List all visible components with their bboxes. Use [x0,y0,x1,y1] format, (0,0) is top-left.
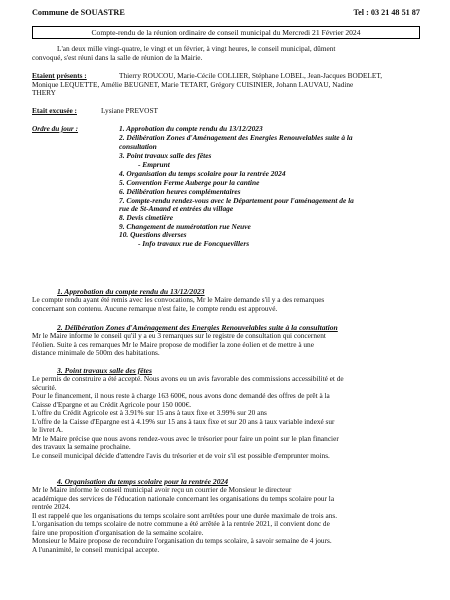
section-text: Il est rappelé que les organisations du temps scolaire sont arrêtées pour une durée maximale de trois ans. [32,510,338,520]
agenda-label: Ordre du jour : [32,124,79,133]
agenda-item: 2. Délibération Zones d'Aménagement des Energies Renouvelables suite à la [119,133,353,142]
commune-name: Commune de SOUASTRE [32,8,125,17]
section-text: faire une proposition d'organisation de la semaine scolaire. [32,527,204,537]
excused-label: Etait excusée : [32,106,77,115]
presents-line: Monique LEQUETTE, Amélie BEUGNET, Marie TETART, Grégory CUISINIER, Johann LAUVAU, Nadine [32,79,354,89]
agenda-item: 8. Devis cimetière [119,213,173,222]
presents-label: Etaient présents : [32,71,87,80]
section-text: Mr le Maire précise que nous avons rendez-vous avec le trésorier pour faire un point sur le plan financier [32,433,339,443]
section-text: Pour le financement, il nous reste à charge 163 600€, nous avons donc demandé des offres de prêt à la [32,391,330,400]
section-text: Le compte rendu ayant été remis avec les convocations, Mr le Maire demande s'il y a des remarques [32,295,325,304]
section-text: le livret A. [32,425,64,434]
section-text: académique des services de l'éducation nationale concernant les organisations du temps scolaire pour la [32,493,335,503]
section-text: Monsieur le Maire propose de reconduire l'organisation du temps scolaire, à savoir semaine de 4 jours. [32,536,332,545]
section-text: Mr le Maire informe le conseil municipal avoir reçu un courrier de Monsieur le directeur [32,485,292,494]
section-text: A l'unanimité, le conseil municipal accepte. [32,544,160,554]
section-title: 3. Point travaux salle des fêtes [57,366,152,375]
section-text: l'éolien. Suite à ces remarques Mr le Maire propose de modifier la zone éolien et de mettre à une [32,339,314,349]
phone-number: Tel : 03 21 48 51 87 [353,8,420,17]
page-header [32,8,420,20]
agenda-item: 10. Questions diverses [119,230,187,239]
agenda-item: 5. Convention Ferme Auberge pour la cantine [119,178,260,187]
agenda-item: 4. Organisation du temps scolaire pour la rentrée 2024 [119,169,286,178]
agenda-item: 1. Approbation du compte rendu du 13/12/2023 [119,124,263,133]
document-title: Compte-rendu de la réunion ordinaire de conseil municipal du Mercredi 21 Février 2024 [32,26,420,39]
section-title: 2. Délibération Zones d'Aménagement des Energies Renouvelables suite à la consultation [57,323,338,332]
section-text: distance minimale de 500m des habitations. [32,348,160,357]
agenda-subitem: - Emprunt [138,159,170,169]
section-text: des travaux la semaine prochaine. [32,442,131,451]
agenda-item: consultation [119,141,157,151]
agenda-item: 9. Changement de numérotation rue Neuve [119,221,251,231]
section-text: rentrée 2024. [32,502,71,511]
section-text: Mr le Maire informe le conseil qu'il y a eu 3 remarques sur le registre de consultation qui concernent [32,331,326,340]
section-title: 4. Organisation du temps scolaire pour la rentrée 2024 [57,477,229,486]
section-text: Caisse d'Epargne et au Crédit Agricole pour 150 000€. [32,399,192,409]
section-text: L'offre du Crédit Agricole est à 3.91% sur 15 ans à taux fixe et 3.99% sur 20 ans [32,408,267,417]
section-text: Le permis de construire a été accepté. Nous avons eu un avis favorable des commissions accessibilité et de [32,374,344,383]
intro-line: convoqué, s'est réuni dans la salle de réunion de la Mairie. [32,52,203,62]
agenda-subitem: - Info travaux rue de Foncquevillers [138,239,250,248]
intro-line: L'an deux mille vingt-quatre, le vingt et un février, à vingt heures, le conseil municipal, dûment [57,44,336,53]
agenda-item: rue de St-Amand et entrées du village [119,204,234,213]
section-text: concernant son contenu. Aucune remarque n'est faite, le compte rendu est approuvé. [32,303,278,313]
excused-name: Lysiane PREVOST [101,106,158,115]
section-text: L'organisation du temps scolaire de notre commune a été arrêtée à la rentrée 2021, il convient donc de [32,519,330,528]
section-text: sécurité. [32,382,57,392]
section-text: L'offre de la Caisse d'Epargne est à 4.19% sur 15 ans à taux fixe et sur 20 ans à taux variable indexé sur [32,416,335,426]
agenda-item: 3. Point travaux salle des fêtes [119,151,212,160]
presents-line: THERY [32,88,56,97]
agenda-item: 6. Délibération heures complémentaires [119,186,241,196]
presents-line: Thierry ROUCOU, Marie-Cécile COLLIER, Stéphane LOBEL, Jean-Jacques BODELET, [119,71,383,80]
agenda-item: 7. Compte-rendu rendez-vous avec le Département pour l'aménagement de la [119,195,354,205]
section-text: Le conseil municipal décide d'attendre l'avis du trésorier et de voir s'il est possible d'emprunter moins. [32,450,330,460]
section-title: 1. Approbation du compte rendu du 13/12/2023 [57,287,205,296]
